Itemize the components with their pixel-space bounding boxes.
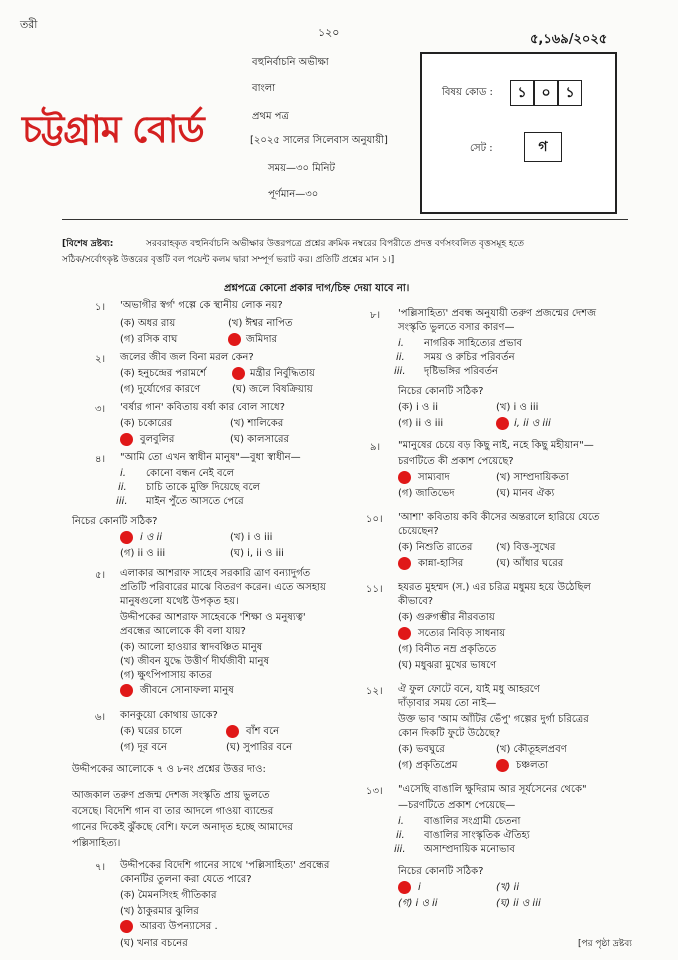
q13-option-a: i [418,882,421,893]
q13-answer-mark [398,881,411,894]
q12-line-4: কোন দিকটি ফুটে উঠেছে? [398,728,501,739]
corner-label: তরী [20,18,38,31]
q5-line-5: প্রবন্ধের আলোকে কী বলা যায়? [120,626,246,637]
q4-statement-ii: চাচি তাকে মুক্তি দিয়েছে বলে [146,482,260,493]
q9-option-c: (গ) জাতিভেদ [398,488,455,499]
stimulus-line-4: পল্লিসাহিত্য। [72,838,121,849]
q2-option-a: (ক) হনুচন্দ্রের পরামর্শে [120,368,207,379]
q13-prompt: নিচের কোনটি সঠিক? [398,866,484,877]
q11-option-d: (ঘ) মধুঝরা মুখের ভাষণে [398,660,497,671]
q2-option-c: (গ) দুর্যোগের কারণে [120,384,201,395]
q3-option-d: (ঘ) কালসারের [230,434,290,445]
q4-statement-iii: মাইন পুঁতে আসতে পেরে [146,496,244,507]
q6-text: কানকুয়ো কোথায় ডাকে? [120,710,218,721]
q1-option-b: (খ) ঈশ্বর নাপিত [228,318,293,329]
q13-roman-iii-label: iii. [394,844,406,855]
q4-answer-mark [120,531,133,544]
q1-text: 'অভাগীর স্বর্গ' গল্পে কে স্থানীয় লোক নয়? [120,300,283,311]
q13-roman-ii-label: ii. [396,830,405,841]
code-digit-2: ০ [534,80,558,106]
instruction-label: [বিশেষ দ্রষ্টব্য: [62,239,114,249]
syllabus-note: [২০২৫ সালের সিলেবাস অনুযায়ী] [250,135,388,146]
q10-line-1: 'আশা' কবিতায় কবি কীসের অন্তরালে হারিয়ে যেতে [398,512,600,523]
q8-prompt: নিচের কোনটি সঠিক? [398,386,484,397]
paper-name: প্রথম পত্র [252,111,289,122]
q6-option-c: (গ) দূর বনে [120,742,168,753]
exam-time: সময়—৩০ মিনিট [268,163,335,174]
q2-answer-mark [232,367,245,380]
set-label: সেট : [470,143,493,154]
q5-answer-mark [120,684,133,697]
q10-number: ১০। [366,514,383,525]
q4-statement-i: কোনো বন্ধন নেই বলে [146,468,235,479]
q2-option-b: মন্ত্রীর নির্বুদ্ধিতায় [250,368,315,379]
q5-option-a: (ক) আলো হাওয়ার স্বাদবঞ্চিত মানুষ [120,642,263,653]
q10-option-b: (খ) বিত্ত-সুখের [496,542,556,553]
q1-option-d: জমিদার [246,334,278,345]
q12-option-c: (গ) প্রকৃতিপ্রেম [398,760,458,771]
q3-answer-mark [120,433,133,446]
exam-type: বহুনির্বাচনি অভীক্ষা [252,57,329,68]
q13-option-b: (খ) ii [496,882,520,893]
q13-option-c: (গ) i ও ii [398,898,438,909]
instruction-line-1: সরবরাহকৃত বহুনির্বাচনি অভীক্ষার উত্তরপত্রে প্রশ্নের ক্রমিক নম্বরের বিপরীতে প্রদত্ত বর্ণসংবলিত বৃত্তসমূহ হতে [146,239,525,249]
q13-statement-ii: বাঙালির সাংস্কৃতিক ঐতিহ্য [424,830,530,841]
q8-option-b: (খ) i ও iii [496,402,539,413]
warning-text: প্রশ্নপত্রে কোনো প্রকার দাগ/চিহ্ন দেয়া যাবে না। [224,283,410,294]
q8-statement-ii: সময় ও রুচির পরিবর্তন [424,352,515,363]
set-value: গ [524,132,562,162]
q12-option-d: চঞ্চলতা [516,760,548,771]
subject-name: বাংলা [252,83,276,94]
q13-number: ১৩। [366,786,383,797]
q4-option-c: (গ) ii ও iii [120,548,166,559]
q8-statement-iii: দৃষ্টিভঙ্গির পরিবর্তন [424,366,498,377]
header-divider [62,219,628,220]
q6-answer-mark [226,725,239,738]
q10-option-c: কান্না-হাসির [418,558,464,569]
q7-line-2: কোনটির তুলনা করা যেতে পারে? [120,874,252,885]
q5-option-b: (খ) জীবন যুদ্ধে উত্তীর্ণ দীর্ঘজীবী মানুষ [120,656,270,667]
q8-number: ৮। [370,310,381,321]
q10-line-2: চেয়েছেন? [398,526,439,537]
q13-line-2: —চরণটিতে প্রকাশ পেয়েছে— [398,800,516,811]
q9-line-2: চরণটিতে কী প্রকাশ পেয়েছে? [398,456,514,467]
q9-option-d: (ঘ) মানব ঐক্য [496,488,555,499]
subject-code-label: বিষয় কোড : [442,87,493,98]
q5-option-d: জীবনে সোনাফলা মানুষ [140,685,234,696]
q12-line-3: উক্ত ভাব 'আম আঁটির ভেঁপু' গল্পের দুর্গা চরিত্রের [398,714,589,725]
q9-number: ৯। [370,442,381,453]
q13-line-1: "এসেছি বাঙালি ক্ষুদিরাম আর সূর্যসেনের থেকে" [398,784,587,795]
stimulus-line-3: গানের দিকেই ঝুঁকছে বেশি। ফলে অনাদৃত হচ্ছে আমাদের [72,822,293,833]
q13-roman-i-label: i. [398,816,404,827]
q8-roman-ii-label: ii. [396,352,405,363]
q7-option-c: আরব্য উপন্যাসের . [140,921,218,932]
q6-option-a: (ক) ঘরের চালে [120,726,183,737]
q10-option-a: (ক) নিশুতি রাতের [398,542,473,553]
q4-number: ৪। [95,454,106,465]
q5-line-3: মানুষগুলো যথেষ্ট উপকৃত হয়। [120,596,239,607]
q7-answer-mark [120,920,133,933]
q7-option-a: (ক) মৈমনসিংহ গীতিকার [120,890,217,901]
question-code: ৫,১৬৯/২০২৫ [530,32,608,47]
next-page-note: [পর পৃষ্ঠা দ্রষ্টব্য [578,939,632,949]
q3-option-a: (ক) চকোরের [120,418,173,429]
q8-roman-i-label: i. [398,338,404,349]
q2-number: ২। [95,354,106,365]
q9-option-b: (খ) সাম্প্রদায়িকতা [496,472,569,483]
q7-option-b: (খ) ঠাকুরমার ঝুলির [120,906,199,917]
instruction-line-2: সঠিক/সর্বোৎকৃষ্ট উত্তরের বৃত্তটি বল পয়েন্ট কলম দ্বারা সম্পূর্ণ ভরাট কর। প্রতিটি প্রশ্নের মান ১।] [62,255,395,265]
q11-answer-mark [398,627,411,640]
stimulus-heading: উদ্দীপকের আলোকে ৭ ও ৮নং প্রশ্নের উত্তর দাও: [72,764,266,775]
q7-line-1: উদ্দীপকের বিদেশি গানের সাথে 'পল্লিসাহিত্য' প্রবন্ধের [120,860,330,871]
q11-line-1: হযরত মুহম্মদ (স.) এর চরিত্র মধুময় হয়ে উঠেছিল [398,582,591,593]
full-marks: পূর্ণমান—৩০ [268,189,319,200]
q10-answer-mark [398,557,411,570]
q4-text: "আমি তো এখন স্বাধীন মানুষ"—বুধা স্বাধীন— [120,452,301,463]
q5-number: ৫। [95,570,106,581]
q8-option-d: i, ii ও iii [514,418,551,429]
q7-option-d: (ঘ) খনার বচনের [120,938,188,949]
q6-number: ৬। [95,712,106,723]
q12-line-1: ঐ ফুল ফোটে বনে, যাই মধু আহরণে [398,684,540,695]
q4-roman-ii-label: ii. [118,482,127,493]
q3-number: ৩। [95,404,106,415]
q4-option-d: (ঘ) i, ii ও iii [230,548,284,559]
q13-statement-iii: অসাম্প্রদায়িক মনোভাব [424,844,515,855]
q4-prompt: নিচের কোনটি সঠিক? [72,516,158,527]
q5-line-1: এলাকার আশরাফ সাহেব সরকারি ত্রাণ বন্যাদুর্গত [120,568,311,579]
q11-line-2: কীভাবে? [398,596,434,607]
q1-number: ১। [95,302,106,313]
q10-option-d: (ঘ) আঁধার ঘরের [496,558,564,569]
q12-option-a: (ক) ভবঘুরে [398,744,445,755]
code-digit-3: ১ [558,80,582,106]
q9-option-a: সাম্যবাদ [418,472,450,483]
q4-roman-i-label: i. [120,468,126,479]
q12-option-b: (খ) কৌতূহলপ্রবণ [496,744,567,755]
q12-answer-mark [496,759,509,772]
q1-option-a: (ক) অধর রায় [120,318,176,329]
q9-line-1: "মানুষের চেয়ে বড় কিছু নাই, নহে কিছু মহীয়ান"— [398,440,594,451]
stimulus-line-2: বসেছে। বিদেশি গান বা তার আদলে গাওয়া ব্যান্ডের [72,806,274,817]
q8-statement-i: নাগরিক সাহিত্যের প্রভাব [424,338,523,349]
q3-option-b: (খ) শালিকের [230,418,284,429]
stimulus-line-1: আজকাল তরুণ প্রজন্ম দেশজ সংস্কৃতি প্রায় ভুলতে [72,790,270,801]
q9-answer-mark [398,471,411,484]
q6-option-b: বাঁশ বনে [246,726,280,737]
q8-line-1: 'পল্লিসাহিত্য' প্রবন্ধ অনুযায়ী তরুণ প্রজন্মের দেশজ [398,308,597,319]
q11-number: ১১। [366,584,383,595]
q2-option-d: (ঘ) জলে বিষক্রিয়ায় [232,384,313,395]
q5-line-4: উদ্দীপকের আশরাফ সাহেবকে 'শিক্ষা ও মনুষ্যত্ব' [120,612,306,623]
q8-option-c: (গ) ii ও iii [398,418,444,429]
q8-answer-mark [496,417,509,430]
q5-line-2: প্রতিটি পরিবারের মাঝে বিতরণ করেন। এতে অসহায় [120,582,326,593]
q8-option-a: (ক) i ও ii [398,402,439,413]
q6-option-d: (ঘ) সুপারির বনে [226,742,293,753]
q13-statement-i: বাঙালির সংগ্রামী চেতনা [424,816,521,827]
q12-number: ১২। [366,686,383,697]
q3-option-c: বুলবুলির [140,434,175,445]
q11-option-c: (গ) বিনীত নম্র প্রকৃতিতে [398,644,497,655]
q4-option-b: (খ) i ও iii [230,532,273,543]
q3-text: 'বর্ষার গান' কবিতায় বর্ষা কার বোল সাধে? [120,402,285,413]
q8-roman-iii-label: iii. [394,366,406,377]
q13-option-d: (ঘ) ii ও iii [496,898,541,909]
q4-roman-iii-label: iii. [116,496,128,507]
q11-option-b: সত্যের নিবিড় সাধনায় [418,628,506,639]
q1-answer-mark [228,333,241,346]
board-title: চট্টগ্রাম বোর্ড [22,107,204,151]
q12-line-2: দাঁড়াবার সময় তো নাই— [398,698,497,709]
q1-option-c: (গ) রসিক বাঘ [120,334,178,345]
page-number: ১২০ [318,26,340,39]
q11-option-a: (ক) গুরুগম্ভীর নীরবতায় [398,612,495,623]
q8-line-2: সংস্কৃতি ভুলতে বসার কারণ— [398,322,515,333]
q2-text: জলের জীব জল বিনা মরল কেন? [120,352,254,363]
q4-option-a: i ও ii [140,532,163,543]
code-box [420,52,617,214]
q7-number: ৭। [95,862,106,873]
q5-option-c: (গ) ক্ষুৎপিপাসায় কাতর [120,670,212,681]
code-digit-1: ১ [510,80,534,106]
